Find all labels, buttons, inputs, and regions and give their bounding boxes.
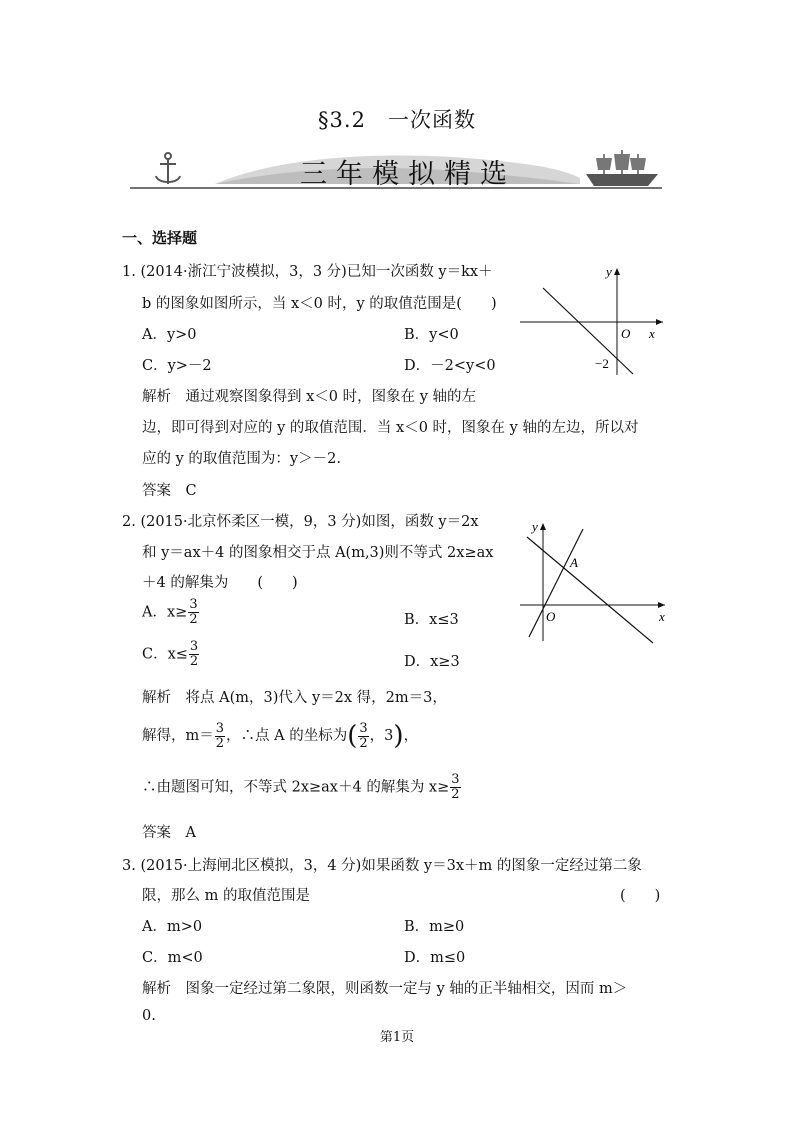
q1-analysis-line2: 边，即可得到对应的 y 的取值范围．当 x＜0 时，图象在 y 轴的左边，所以对: [142, 420, 639, 436]
q2-analysis-line1: 解析 将点 A(m，3)代入 y＝2x 得，2m＝3，: [142, 690, 447, 706]
q2-line2: 和 y＝ax＋4 的图象相交于点 A(m,3)则不等式 2x≥ax: [142, 545, 494, 561]
q2-analysis-line3: ∴由题图可知，不等式 2x≥ax＋4 的解集为 x≥ $\frac{3}{2}$: [142, 772, 460, 802]
q1-analysis-line1: 解析 通过观察图象得到 x＜0 时，图象在 y 轴的左: [142, 389, 477, 405]
q1-analysis-line3: 应的 y 的取值范围为：y＞－2.: [142, 451, 341, 467]
q2-option-c: C．x≤ $\frac{3}{2}$: [142, 639, 199, 669]
anchor-icon: [156, 153, 180, 184]
q1-option-d: D．－2<y<0: [404, 358, 496, 374]
q1-option-c: C．y>－2: [142, 358, 212, 374]
q3-option-c: C．m<0: [142, 950, 203, 966]
q1-line2: b 的图象如图所示，当 x＜0 时，y 的取值范围是( ): [142, 296, 497, 312]
q1-graph: [515, 260, 675, 380]
banner-text: 三年模拟精选: [300, 159, 516, 190]
q2-line1: 2. (2015·北京怀柔区一模，9，3 分)如图，函数 y＝2x: [122, 514, 479, 530]
q2-x-label: x: [659, 609, 665, 624]
q1-origin-label: O: [621, 326, 631, 341]
q3-option-d: D．m≤0: [404, 950, 466, 966]
q2-point-label: A: [570, 555, 578, 570]
q3-line1: 3. (2015·上海闸北区模拟，3，4 分)如果函数 y＝3x＋m 的图象一定经过第二象: [122, 858, 642, 874]
q1-intercept-label: −2: [595, 356, 609, 371]
q2-line3: ＋4 的解集为 ( ): [142, 575, 298, 591]
q3-option-a: A．m>0: [142, 919, 203, 935]
q2-line-ax4: [527, 537, 653, 643]
q1-y-label: y: [606, 264, 612, 279]
q2-option-a: A．x≥ $\frac{3}{2}$: [142, 597, 198, 627]
q1-line: [543, 288, 633, 374]
ship-icon: [586, 150, 658, 186]
q3-analysis-line1: 解析 图象一定经过第二象限，则函数一定与 y 轴的正半轴相交，因而 m＞: [142, 981, 628, 997]
q3-option-b: B．m≥0: [404, 919, 465, 935]
q2-analysis-line2: 解得，m＝ $\frac{3}{2}$ ，∴点 A 的坐标为( $\frac{3}{2}$ ，3)，: [142, 720, 419, 751]
q1-answer: 答案 C: [142, 483, 197, 499]
q2-answer: 答案 A: [142, 825, 196, 841]
section-heading: 一、选择题: [122, 229, 198, 247]
q2-option-b: B．x≤3: [404, 612, 459, 628]
q2-option-d: D．x≥3: [404, 654, 460, 670]
page-number: 第1页: [379, 1030, 415, 1045]
q2-origin-label: O: [546, 609, 556, 624]
q3-analysis-line2: 0.: [142, 1008, 156, 1024]
page-title: §3.2 一次函数: [318, 108, 476, 132]
q3-line2: 限，那么 m 的取值范围是: [142, 888, 310, 904]
q1-line1: 1. (2014·浙江宁波模拟，3，3 分)已知一次函数 y＝kx＋: [122, 264, 493, 280]
q2-y-label: y: [532, 519, 538, 534]
q2-graph: [515, 515, 675, 645]
q3-answer-paren: ( ): [620, 888, 661, 904]
q1-option-b: B．y<0: [404, 327, 459, 343]
q1-x-label: x: [649, 326, 655, 341]
q1-option-a: A．y>0: [142, 327, 197, 343]
